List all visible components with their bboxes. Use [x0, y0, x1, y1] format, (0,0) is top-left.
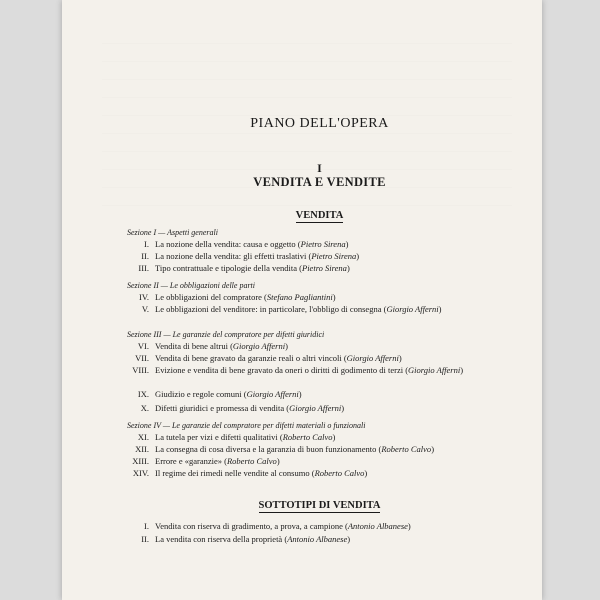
subsection-heading: Sezione II — Le obbligazioni delle parti: [127, 281, 255, 290]
page-title: PIANO DELL'OPERA: [250, 116, 389, 131]
section-heading-vendita: VENDITA: [295, 210, 344, 221]
part-number: I: [317, 161, 322, 175]
toc-entry: VIII. Evizione e vendita di bene gravato da oneri o diritti di godimento di terzi (Giorgio Afferni): [132, 365, 464, 375]
subsection-heading: Sezione I — Aspetti generali: [127, 228, 218, 237]
part-title: VENDITA E VENDITE: [253, 175, 386, 189]
subsection-heading: Sezione IV — Le garanzie del compratore per difetti materiali o funzionali: [127, 421, 366, 430]
section-heading-sottotipi: SOTTOTIPI DI VENDITA: [258, 500, 381, 511]
subsection-heading: Sezione III — Le garanzie del compratore per difetti giuridici: [127, 330, 325, 339]
document-page: PIANO DELL'OPERA I VENDITA E VENDITE VENDITA Sezione I — Aspetti generali I. La nozione della vendita: causa e oggetto (Pietro Sirena) II. La nozione della vendita: gli effetti traslativi (Pietro Sirena) III. Tipo contrattuale e tipologie della vendita (Pietro Sirena) Sezione II — Le obbligazioni delle parti IV. Le obbligazioni del compratore (Stefano Pagliantini) V. Le obbligazioni del venditore: in particolare, l'obbligo di consegna (Giorgio Afferni) Sezione III — Le garanzie del compratore per difetti giuridici VI. Vendita di bene altrui (Giorgio Afferni) VII. Vendita di bene gravato da garanzie reali o altri vincoli (Giorgio Afferni) VIII. Evizione e vendita di bene gravato da oneri o diritti di godimento di terzi (Giorgio Afferni) IX. Giudizio e regole comuni (Giorgio Afferni) X. Difetti giuridici e promessa di vendita (Giorgio Afferni) Sezione IV — Le garanzie del compratore per difetti materiali o funzionali XI. La tutela per vizi e difetti qualitativi (Roberto Calvo) XII. La consegna di cosa diversa e la garanzia di buon funzionamento (Roberto Calvo) XIII. Errore e «garanzie» (Roberto Calvo) XIV. Il regime dei rimedi nelle vendite al consumo (Roberto Calvo) SOTTOTIPI DI VENDITA I. Vendita con riserva di gradimento, a prova, a campione (Antonio Albanese) II. La vendita con riserva della proprietà (Antonio Albanese): [62, 0, 542, 600]
